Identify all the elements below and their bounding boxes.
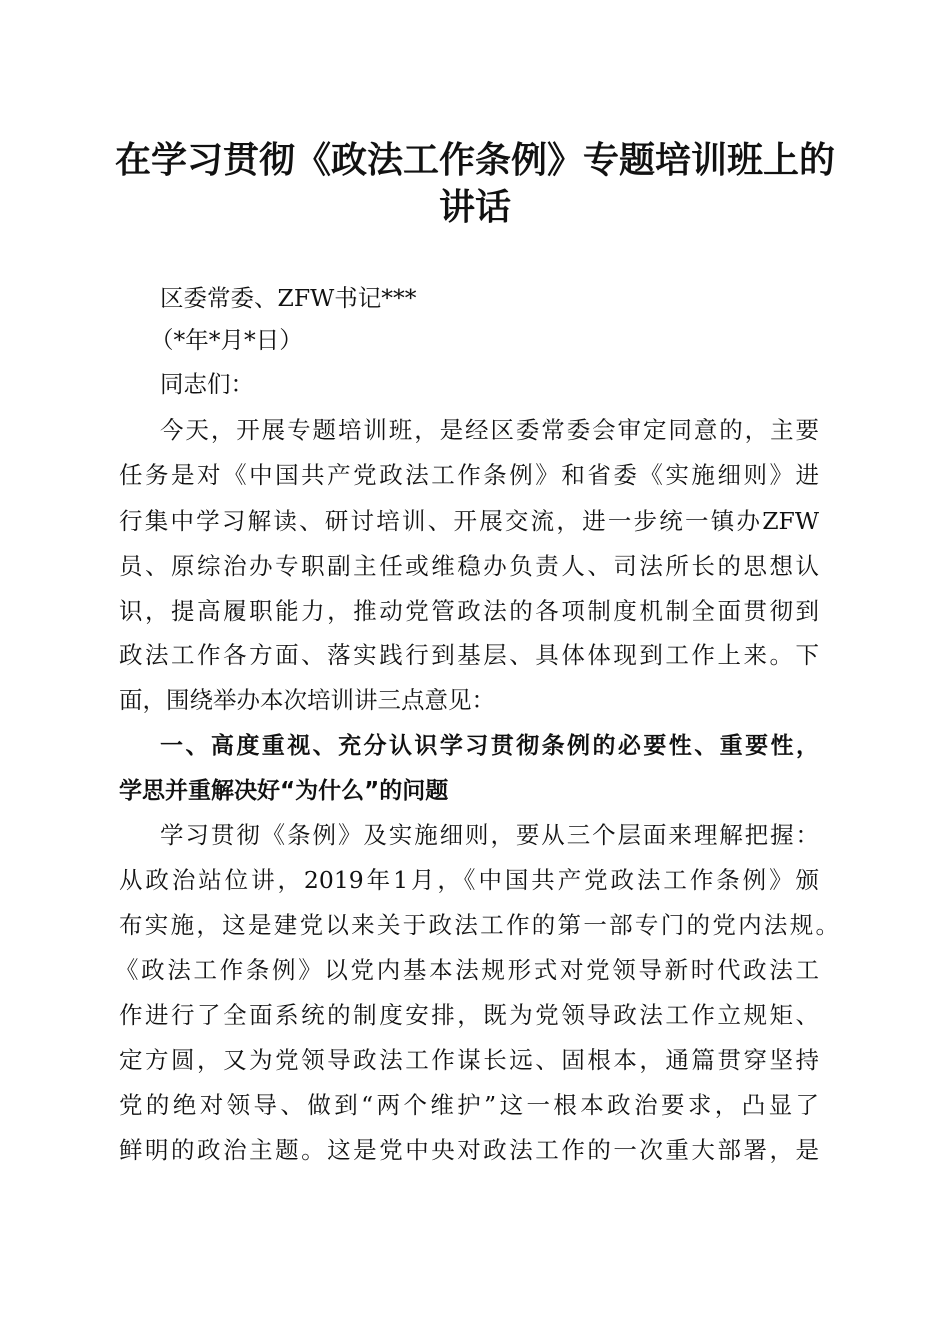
paragraph-2-line: 鲜明的政治主题。这是党中央对政法工作的一次重大部署，是 [119,1136,819,1164]
paragraph-2-line: 党的绝对领导、做到“两个维护”这一根本政治要求，凸显了 [119,1091,819,1119]
salutation: 同志们： [160,370,254,398]
paragraph-2-line: 布实施，这是建党以来关于政法工作的第一部专门的党内法规。 [119,911,839,939]
paragraph-2-line: 定方圆，又为党领导政法工作谋长远、固根本，通篇贯穿坚持 [119,1046,819,1074]
paragraph-1-line: 员、原综治办专职副主任或维稳办负责人、司法所长的思想认 [119,552,819,580]
paragraph-2-line: 作进行了全面系统的制度安排，既为党领导政法工作立规矩、 [119,1001,819,1029]
speaker-line: 区委常委、ZFW书记*** [160,284,417,312]
paragraph-1-line: 任务是对《中国共产党政法工作条例》和省委《实施细则》进 [119,461,819,489]
paragraph-1-line: 识，提高履职能力，推动党管政法的各项制度机制全面贯彻到 [119,597,819,625]
paragraph-2-line: 学习贯彻《条例》及实施细则，要从三个层面来理解把握： [160,821,819,849]
document-title-line-2: 讲话 [438,186,511,228]
section-heading-line: 一、高度重视、充分认识学习贯彻条例的必要性、重要性， [160,733,819,759]
paragraph-1-line: 面，围绕举办本次培训讲三点意见： [119,686,495,714]
paragraph-2-line: 从政治站位讲，2019年1月，《中国共产党政法工作条例》颁 [119,866,819,894]
document-title-line-1: 在学习贯彻《政法工作条例》专题培训班上的 [114,139,835,181]
paragraph-1-line: 政法工作各方面、落实践行到基层、具体体现到工作上来。下 [119,641,819,669]
paragraph-1-line: 今天，开展专题培训班，是经区委常委会审定同意的，主要 [160,416,819,444]
date-line: （*年*月*日） [150,326,303,354]
paragraph-2-line: 《政法工作条例》以党内基本法规形式对党领导新时代政法工 [115,956,819,984]
section-heading-line: 学思并重解决好“为什么”的问题 [119,778,449,804]
paragraph-1-line: 行集中学习解读、研讨培训、开展交流，进一步统一镇办ZFW [119,507,819,535]
